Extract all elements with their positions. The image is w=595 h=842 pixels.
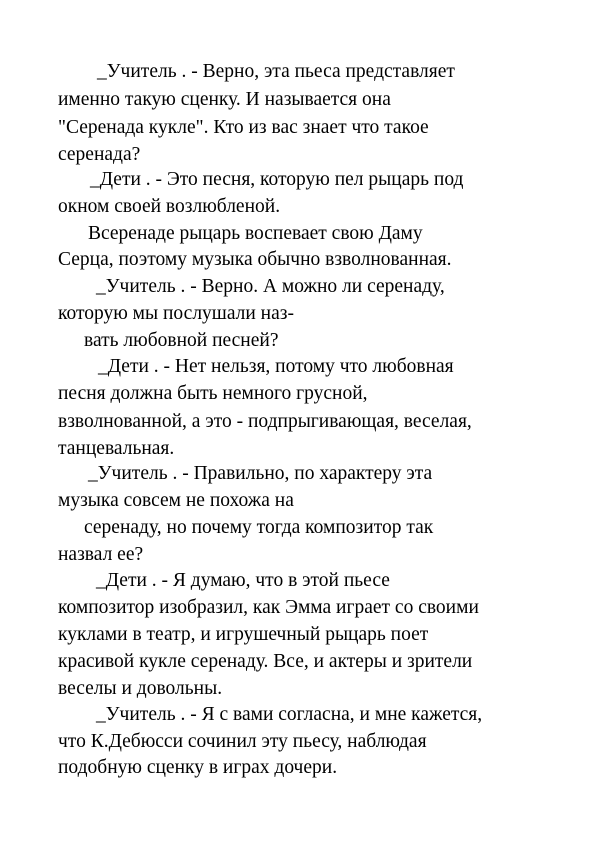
- text-line: танцевальная.: [58, 438, 175, 459]
- text-line: что К.Дебюсси сочинил эту пьесу, наблюдая: [58, 731, 427, 752]
- text-line: _Дети . - Это песня, которую пел рыцарь под: [90, 169, 464, 190]
- text-line: именно такую сценку. И называется она: [58, 89, 391, 110]
- text-line: серенаду, но почему тогда композитор так: [84, 517, 434, 538]
- text-line: куклами в театр, и игрушечный рыцарь поет: [58, 624, 429, 645]
- text-line: _Учитель . - Правильно, по характеру эта: [88, 463, 433, 484]
- text-line: серенада?: [58, 144, 141, 165]
- text-line: "Серенада кукле". Кто из вас знает что такое: [58, 117, 429, 138]
- text-line: _Учитель . - Верно, эта пьеса представляет: [97, 61, 455, 82]
- text-line: Серца, поэтому музыка обычно взволнованная.: [58, 249, 452, 270]
- text-line: подобную сценку в играх дочери.: [58, 757, 338, 778]
- text-line: вать любовной песней?: [84, 330, 279, 351]
- text-line: окном своей возлюбленой.: [58, 196, 281, 217]
- text-line: _Дети . - Нет нельзя, потому что любовная: [98, 356, 454, 377]
- text-line: песня должна быть немного грусной,: [58, 383, 368, 404]
- text-line: _Учитель . - Я с вами согласна, и мне кажется,: [96, 704, 483, 725]
- text-line: взволнованной, а это - подпрыгивающая, веселая,: [58, 411, 472, 432]
- text-line: Всеренаде рыцарь воспевает свою Даму: [88, 223, 423, 244]
- text-line: _Дети . - Я думаю, что в этой пьесе: [96, 570, 390, 591]
- text-line: композитор изобразил, как Эмма играет со своими: [58, 597, 479, 618]
- text-line: назвал ее?: [58, 544, 144, 565]
- text-line: красивой кукле серенаду. Все, и актеры и зрители: [58, 651, 473, 672]
- text-line: которую мы послушали наз-: [58, 303, 294, 324]
- text-line: веселы и довольны.: [58, 678, 223, 699]
- text-line: _Учитель . - Верно. А можно ли серенаду,: [96, 276, 445, 297]
- text-line: музыка совсем не похожа на: [58, 490, 294, 511]
